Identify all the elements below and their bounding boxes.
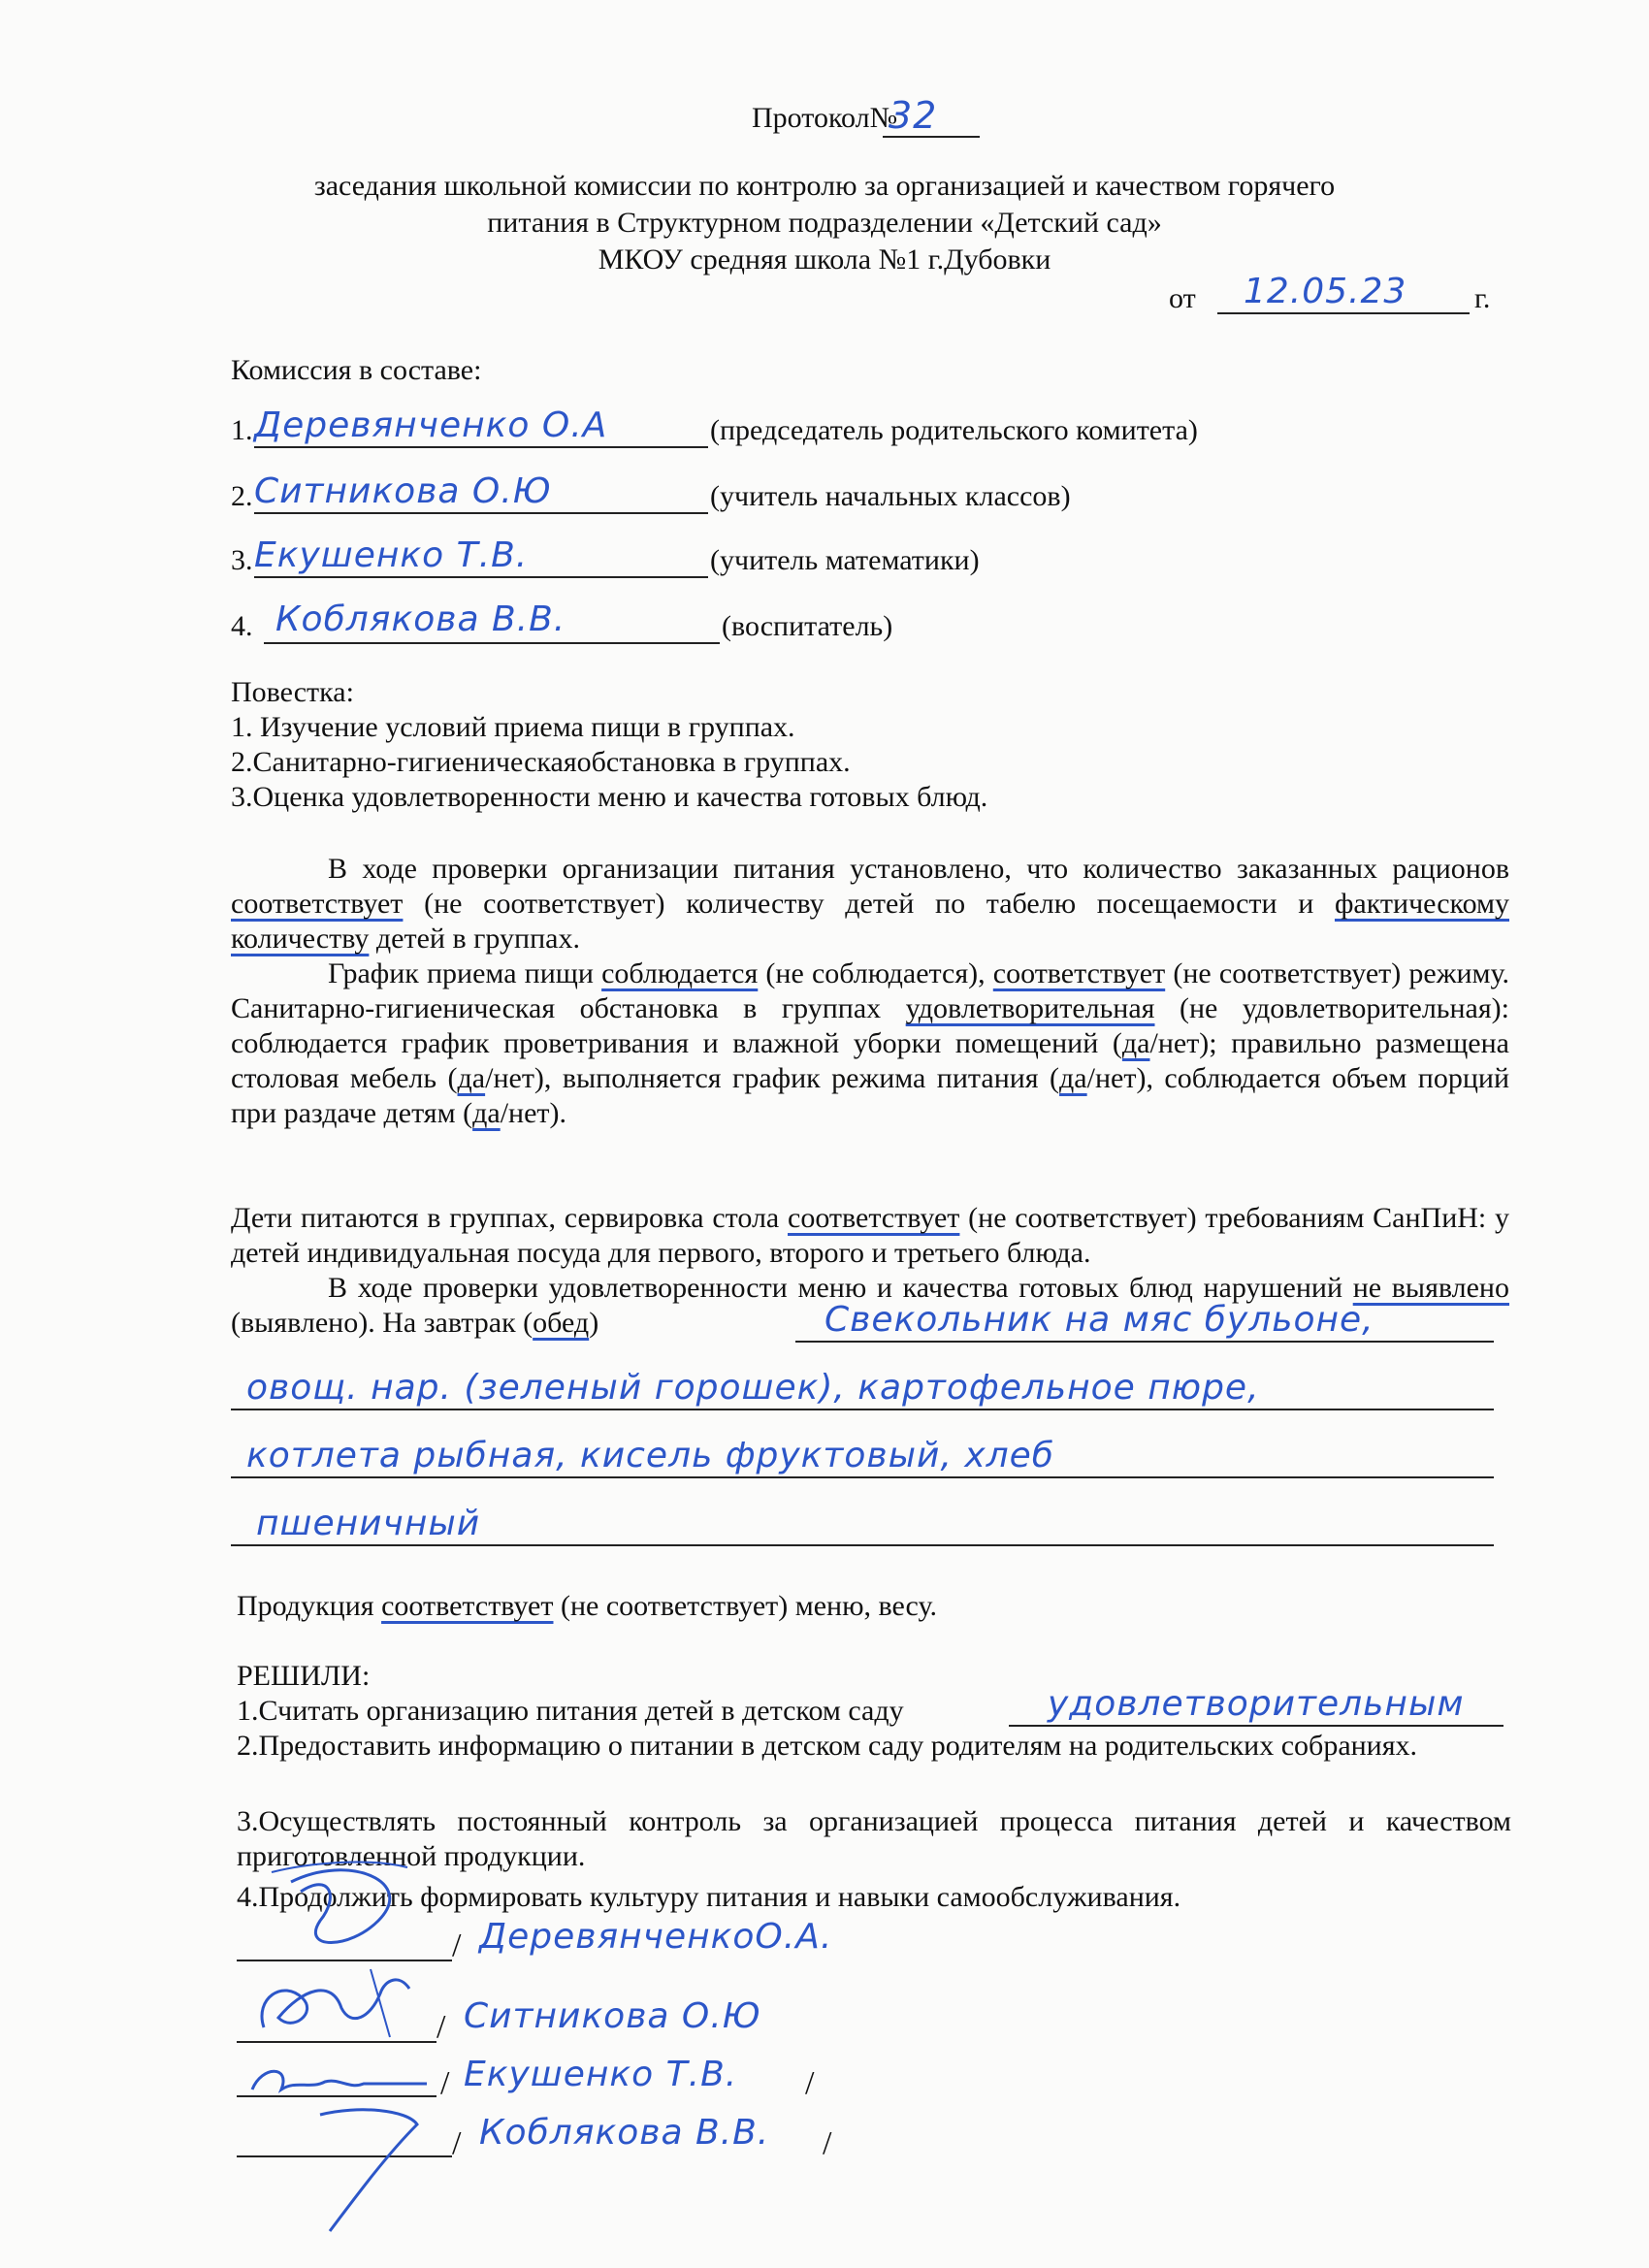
paragraph-quality: В ходе проверки удовлетворенности меню и качества готовых блюд нарушений не выявлено (выявлено). На завтрак (обед)	[231, 1272, 1509, 1339]
subtitle-line-2: питания в Структурном подразделении «Детский сад»	[487, 207, 1162, 239]
paragraph-rations: В ходе проверки организации питания установлено, что количество заказанных рационов соответствует (не соответствует) количеству детей по табелю посещаемости и фактическому количеству детей в группах.	[231, 853, 1509, 955]
menu-underline-3	[231, 1476, 1494, 1478]
signature-end-3: /	[805, 2065, 815, 2101]
member-1-role: (председатель родительского комитета)	[710, 414, 1198, 446]
menu-line-2: овощ. нар. (зеленый горошек), картофельное пюре,	[246, 1368, 1260, 1408]
decision-heading: РЕШИЛИ:	[237, 1660, 371, 1692]
member-3-role: (учитель математики)	[710, 544, 980, 576]
member-1-number: 1.	[231, 414, 253, 446]
date-underline	[1217, 312, 1470, 314]
signature-name-2: Ситникова О.Ю	[464, 1996, 761, 2036]
menu-line-4: пшеничный	[256, 1504, 481, 1543]
decision-item-4: 4.Продолжить формировать культуру питания и навыки самообслуживания.	[237, 1881, 1181, 1913]
menu-underline-2	[231, 1409, 1494, 1410]
agenda-heading: Повестка:	[231, 676, 354, 708]
menu-line-1: Свекольник на мяс бульоне,	[824, 1300, 1374, 1340]
protocol-number: 32	[889, 94, 938, 137]
decision-item-3: 3.Осуществлять постоянный контроль за организацией процесса питания детей и качеством приготовленной продукции.	[237, 1805, 1511, 1872]
member-2-underline	[254, 512, 708, 514]
protocol-title-prefix: Протокол№	[752, 102, 898, 134]
member-3-name: Екушенко Т.В.	[254, 535, 529, 575]
signature-slash-3: /	[440, 2065, 450, 2101]
agenda-item-1: 1. Изучение условий приема пищи в группах.	[231, 711, 795, 743]
subtitle-line-3: МКОУ средняя школа №1 г.Дубовки	[598, 243, 1051, 275]
signature-scribble-4	[301, 2095, 436, 2241]
member-3-underline	[254, 576, 708, 578]
menu-underline-1	[795, 1341, 1494, 1343]
protocol-title	[752, 101, 897, 136]
member-2-name: Ситникова О.Ю	[254, 471, 552, 511]
menu-line-3: котлета рыбная, кисель фруктовый, хлеб	[246, 1436, 1055, 1475]
agenda-item-2: 2.Санитарно-гигиеническаяобстановка в группах.	[231, 746, 851, 778]
paragraph-serving: Дети питаются в группах, сервировка стола соответствует (не соответствует) требованиям СанПиН: у детей индивидуальная посуда для первого, второго и третьего блюда.	[231, 1202, 1510, 1269]
signature-end-4: /	[823, 2125, 832, 2161]
member-2-role: (учитель начальных классов)	[710, 480, 1071, 512]
signature-slash-1: /	[452, 1928, 462, 1963]
decision-item-1-hand: удовлетворительным	[1048, 1684, 1465, 1724]
member-4-underline	[264, 642, 720, 644]
signature-slash-4: /	[452, 2125, 462, 2161]
signature-scribble-2	[244, 1960, 438, 2047]
date-value: 12.05.23	[1244, 272, 1407, 311]
commission-heading: Комиссия в составе:	[231, 354, 482, 386]
signature-name-4: Коблякова В.В.	[479, 2113, 770, 2153]
date-suffix: г.	[1474, 282, 1491, 314]
paragraph-products: Продукция соответствует (не соответствует) меню, весу.	[237, 1590, 937, 1622]
signature-scribble-1	[262, 1853, 427, 1960]
member-4-number: 4.	[231, 610, 253, 642]
decision-item-1-underline	[1009, 1725, 1504, 1727]
protocol-number-underline	[883, 136, 980, 138]
date-prefix: от	[1169, 282, 1196, 314]
signature-slash-2: /	[436, 2009, 446, 2045]
member-1-name: Деревянченко О.А	[254, 405, 608, 445]
paragraph-schedule: График приема пищи соблюдается (не соблюдается), соответствует (не соответствует) режиму. Санитарно-гигиеническая обстановка в группах удовлетворительная (не удовлетворительная): соблюдается график проветривания и влажной уборки помещений (да/нет); правильно размещена столовая мебель (да/нет), выполняется график режима питания (да/нет), соблюдается объем порций при раздаче детям (да/нет).	[231, 957, 1510, 1129]
member-1-underline	[254, 446, 708, 448]
signature-name-3: Екушенко Т.В.	[464, 2055, 738, 2094]
member-2-number: 2.	[231, 480, 253, 512]
decision-item-1: 1.Считать организацию питания детей в детском саду	[237, 1695, 904, 1727]
agenda-item-3: 3.Оценка удовлетворенности меню и качества готовых блюд.	[231, 781, 988, 813]
member-4-name: Коблякова В.В.	[275, 599, 566, 639]
member-3-number: 3.	[231, 544, 253, 576]
subtitle-line-1: заседания школьной комиссии по контролю за организацией и качеством горячего	[313, 170, 1336, 202]
decision-item-2: 2.Предоставить информацию о питании в детском саду родителям на родительских собраниях.	[237, 1730, 1418, 1762]
member-4-role: (воспитатель)	[722, 610, 893, 642]
signature-name-1: ДеревянченкоО.А.	[479, 1917, 833, 1957]
menu-underline-4	[231, 1544, 1494, 1546]
